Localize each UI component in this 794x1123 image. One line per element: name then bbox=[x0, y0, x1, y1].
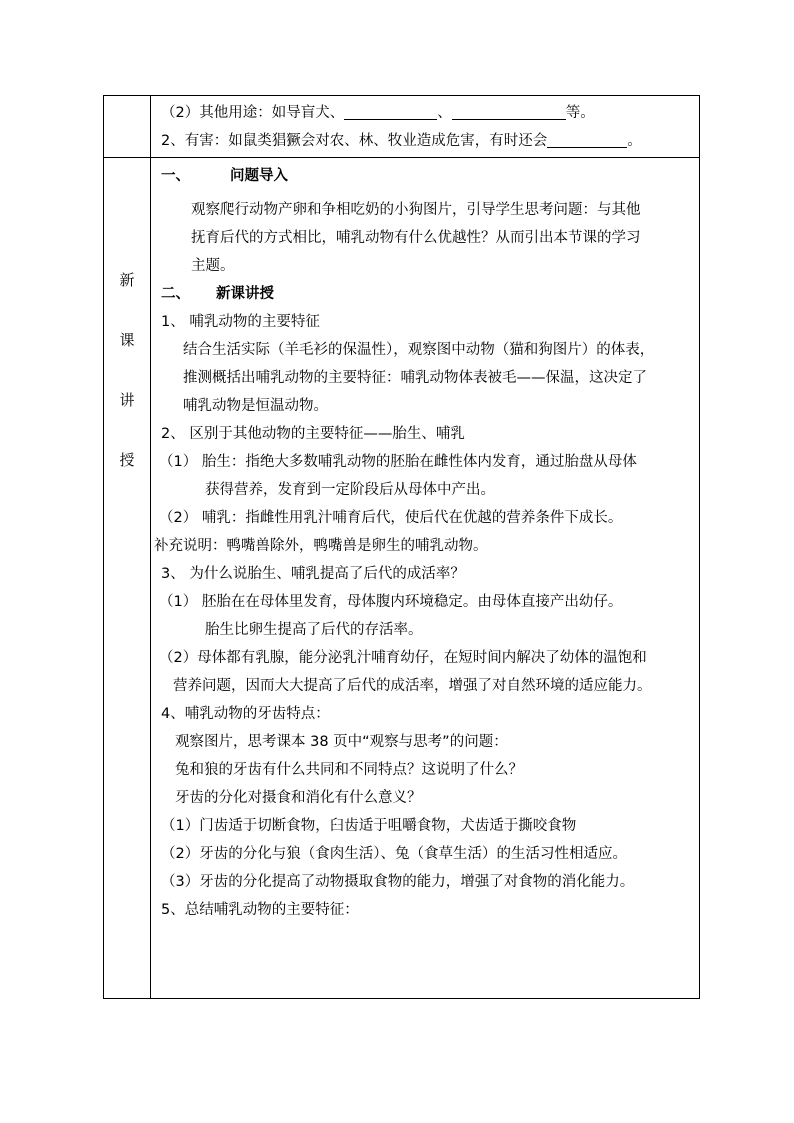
lesson-content-cell bbox=[151, 158, 700, 999]
paragraph-line: 兔和狼的牙齿有什么共同和不同特点？这说明了什么？ bbox=[175, 762, 523, 778]
list-item: （3）牙齿的分化提高了动物摄取食物的能力，增强了对食物的消化能力。 bbox=[161, 874, 635, 890]
period-text: 。 bbox=[627, 133, 642, 149]
side-char-2: 课 bbox=[119, 331, 135, 349]
side-char-3: 讲 bbox=[119, 391, 135, 409]
side-label bbox=[104, 158, 150, 490]
list-item: （2） 哺乳：指雌性用乳汁哺育后代，使后代在优越的营养条件下成长。 bbox=[159, 510, 623, 526]
side-label-cell bbox=[104, 158, 151, 999]
list-item: （2）牙齿的分化与狼（食肉生活）、兔（食草生活）的生活习性相适应。 bbox=[161, 846, 627, 862]
side-char-4: 授 bbox=[119, 451, 135, 469]
section-new-lesson-heading bbox=[151, 280, 699, 308]
paragraph-line: 牙齿的分化对摄食和消化有什么意义？ bbox=[175, 790, 422, 806]
other-uses-line bbox=[151, 99, 699, 127]
paragraph-line: 推测概括出哺乳动物的主要特征：哺乳动物体表被毛——保温，这决定了 bbox=[183, 370, 647, 386]
etc-text: 等。 bbox=[565, 105, 595, 121]
list-item: （1） 胎生：指绝大多数哺乳动物的胚胎在雌性体内发育，通过胎盘从母体 bbox=[159, 454, 637, 470]
heading-2: 2、 区别于其他动物的主要特征——胎生、哺乳 bbox=[161, 426, 465, 442]
list-item: （2）母体都有乳腺，能分泌乳汁哺育幼仔，在短时间内解决了幼体的温饱和 bbox=[159, 650, 647, 666]
other-uses-text: （2）其他用途：如导盲犬、 bbox=[161, 105, 345, 121]
heading-3: 3、 为什么说胎生、哺乳提高了后代的成活率？ bbox=[161, 566, 465, 582]
list-item-continued: 胎生比卵生提高了后代的存活率。 bbox=[205, 622, 423, 638]
section-number: 二、 bbox=[161, 286, 190, 302]
paragraph-line: 抚育后代的方式相比，哺乳动物有什么优越性？从而引出本节课的学习 bbox=[191, 230, 641, 246]
fill-blank-1 bbox=[344, 103, 437, 120]
fill-blank-3 bbox=[547, 131, 627, 148]
harm-text: 2、有害：如鼠类猖獗会对农、林、牧业造成危害，有时还会 bbox=[161, 133, 548, 149]
paragraph-line: 观察爬行动物产卵和争相吃奶的小狗图片，引导学生思考问题：与其他 bbox=[191, 202, 641, 218]
harm-line bbox=[151, 127, 699, 155]
list-item-continued: 营养问题，因而大大提高了后代的成活率，增强了对自然环境的适应能力。 bbox=[173, 678, 652, 694]
note-line: 补充说明：鸭嘴兽除外，鸭嘴兽是卵生的哺乳动物。 bbox=[154, 538, 488, 554]
heading-4: 4、哺乳动物的牙齿特点： bbox=[161, 706, 330, 722]
section-title: 问题导入 bbox=[230, 168, 288, 184]
section-title: 新课讲授 bbox=[216, 286, 274, 302]
side-char-1: 新 bbox=[119, 271, 135, 289]
fill-blank-2 bbox=[452, 103, 566, 120]
new-lesson-row bbox=[104, 158, 700, 999]
uses-cell bbox=[151, 96, 700, 158]
paragraph-line: 主题。 bbox=[191, 258, 235, 274]
lesson-plan-table bbox=[103, 95, 700, 999]
list-item-continued: 获得营养，发育到一定阶段后从母体中产出。 bbox=[205, 482, 495, 498]
uses-row bbox=[104, 96, 700, 158]
heading-5: 5、总结哺乳动物的主要特征： bbox=[161, 902, 359, 918]
list-item: （1） 胚胎在在母体里发育，母体腹内环境稳定。由母体直接产出幼仔。 bbox=[159, 594, 623, 610]
side-cell-empty bbox=[104, 96, 151, 158]
paragraph-line: 结合生活实际（羊毛衫的保温性），观察图中动物（猫和狗图片）的体表， bbox=[183, 342, 655, 358]
heading-1: 1、 哺乳动物的主要特征 bbox=[161, 314, 320, 330]
separator-text: 、 bbox=[437, 105, 452, 121]
list-item: （1）门齿适于切断食物，臼齿适于咀嚼食物，犬齿适于撕咬食物 bbox=[161, 818, 577, 834]
paragraph-line: 观察图片，思考课本 38 页中“观察与思考”的问题： bbox=[175, 734, 508, 750]
section-intro-heading bbox=[151, 162, 699, 190]
paragraph-line: 哺乳动物是恒温动物。 bbox=[183, 398, 328, 414]
section-number: 一、 bbox=[161, 168, 190, 184]
